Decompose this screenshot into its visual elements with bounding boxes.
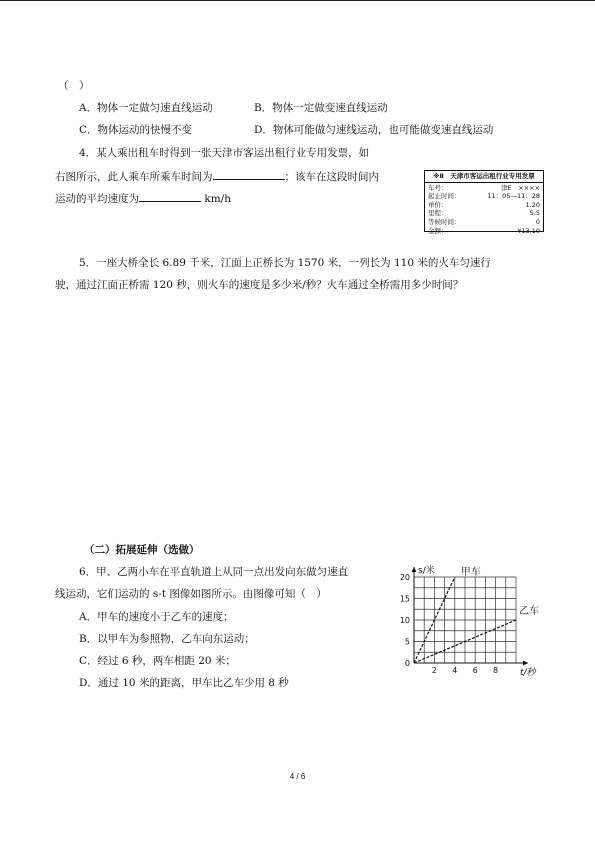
q5-line2: 驶，通过江面正桥需 120 秒，则火车的速度是多少米/秒？火车通过全桥需用多少时间？: [55, 279, 464, 291]
y-axis-label: s/米: [418, 566, 435, 576]
q5-line1: 5．一座大桥全长 6.89 千米，江面上正桥长为 1570 米，一列长为 110 米的火车匀速行: [79, 257, 491, 269]
x-tick-label: 4: [452, 666, 458, 675]
q4-line1: 4．某人乘出租车时得到一张天津市客运出租行业专用发票，如: [79, 147, 370, 159]
y-tick-label: 15: [399, 594, 410, 604]
receipt-rows: [428, 184, 540, 236]
receipt-row-value: 11：05—11：28: [487, 192, 540, 201]
receipt-row-value: 0: [535, 217, 540, 226]
q3-paren: （ ）: [58, 80, 90, 92]
q4-blank-time[interactable]: [213, 168, 285, 180]
page-top-rule: [0, 0, 595, 1]
y-axis-arrow: [412, 567, 417, 572]
receipt-row: [428, 192, 540, 201]
q4-line2-text-b: ；该车在这段时间内: [284, 171, 379, 183]
x-tick-label: 8: [493, 666, 499, 675]
y-tick-label: 10: [399, 616, 410, 625]
q3-option-c: C．物体运动的快慢不变: [79, 124, 193, 136]
q3-option-a: A．物体一定做匀速直线运动: [79, 102, 213, 114]
receipt-row: [428, 184, 540, 193]
receipt-row-value: 5.5: [529, 209, 540, 218]
x-axis-arrow: [523, 661, 528, 666]
q6-line1: 6．甲、乙两小车在平直轨道上从同一点出发向东做匀速直: [79, 566, 349, 578]
x-tick-label: 6: [472, 666, 478, 675]
q6-option-a: A．甲车的速度小于乙车的速度；: [79, 611, 234, 623]
receipt-row-label: 车号：: [428, 183, 448, 192]
q3-option-d: D．物体可能做匀速线运动，也可能做变速直线运动: [254, 124, 494, 136]
receipt-row-label: 单价：: [428, 200, 448, 209]
y-tick-label: 20: [399, 573, 410, 582]
receipt-row-value: 津E ××××: [501, 183, 540, 192]
q4-line2-text-a: 右图所示，此人乘车所乘车时间为: [55, 171, 213, 183]
q4-line3: [55, 190, 231, 206]
q6-option-c: C．经过 6 秒，两车相距 20 米；: [79, 655, 236, 667]
series-label: 甲车: [460, 567, 481, 578]
x-tick-label: 2: [431, 666, 437, 675]
q4-unit: km/h: [204, 193, 231, 205]
receipt-row-label: 里程：: [428, 209, 448, 218]
receipt-row-value: ¥13.10: [517, 226, 540, 235]
receipt-row-value: 1.20: [525, 200, 540, 209]
receipt-row-label: 金额：: [428, 226, 448, 235]
taxi-receipt: [424, 170, 544, 235]
receipt-row: [428, 227, 540, 236]
q6-option-d: D．通过 10 米的距离，甲车比乙车少用 8 秒: [79, 677, 289, 689]
q6-option-b: B．以甲车为参照物，乙车向东运动；: [79, 633, 255, 645]
receipt-row-label: 起止时间：: [428, 192, 461, 201]
q4-blank-speed[interactable]: [139, 190, 201, 202]
q6-line2: 线运动，它们运动的 s-t 图像如图所示。由图像可知（ ）: [55, 588, 327, 600]
s-t-chart: [396, 560, 556, 684]
receipt-row: [428, 218, 540, 227]
section-heading: （二）拓展延伸（选做）: [84, 544, 200, 556]
receipt-row-label: 等候时间：: [428, 217, 461, 226]
q3-option-b: B．物体一定做变速直线运动: [254, 102, 388, 114]
receipt-title: ※Ⅱ 天津市客运出租行业专用发票: [425, 172, 543, 183]
page-number: 4 / 6: [289, 772, 306, 781]
series-label: 乙车: [519, 606, 539, 617]
q4-line2: [55, 168, 379, 184]
y-tick-label: 0: [404, 659, 410, 668]
x-axis-label: t/秒: [520, 668, 536, 678]
y-tick-label: 5: [404, 637, 410, 647]
q4-line3-text-a: 运动的平均速度为: [55, 193, 139, 205]
receipt-row: [428, 209, 540, 218]
